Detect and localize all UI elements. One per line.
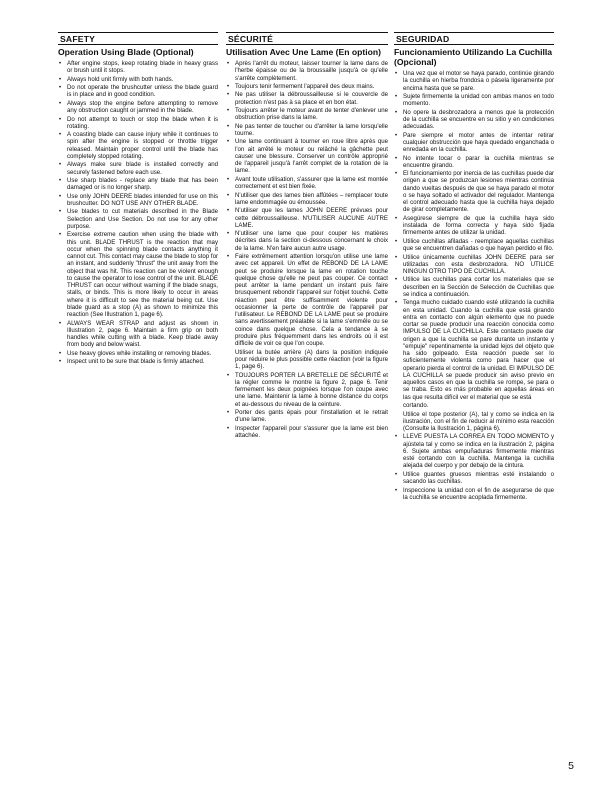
list-item: • Utilice guantes gruesos mientras esté instalando o sacando las cuchillas. xyxy=(394,471,554,486)
list-item: • Utilice únicamente cuchillas JOHN DEERE para ser utilizadas con esta desbrozadora. NO UTILICE NINGUN OTRO TIPO DE CUCHILLA. xyxy=(394,254,554,276)
safety-list-spanish-continued xyxy=(394,433,554,501)
list-item: • Inspeccione la unidad con el fin de asegurarse de que la cuchilla se encuentre acoplada firmemente. xyxy=(394,487,554,502)
rebound-note-spanish: Utilice el tope posterior (A), tal y como se indica en la ilustración, con el fin de reducir al mínimo esta reacción (Consulte la Ilustración 1, página 6). xyxy=(403,410,554,432)
list-item: • Faire extrêmement attention lorsqu'on utilise une lame avec cet appareil. Un effet de REBOND DE LA LAME peut se produire lorsque la lame en rotation touche quelque chose qu'elle ne peut pas couper. Ce contact peut arrêter la lame pendant un instant puis faire brusquement rebondir l'appareil sur l'objet touché. Cette réaction peut être suffisamment violente pour occasionner la perte de contrôle de l'appareil par l'utilisateur. Le REBOND DE LA LAME peut se produire sans avertissement préalable si la lame s'emmêle ou se coince dans quelque chose. Cela a tendance à se produire plus fréquemment dans les endroits où il est difficile de voir ce que l'on coupe. xyxy=(226,253,388,347)
list-item: • Utilice cuchillas afiladas - reemplace aquellas cuchillas que se encuentren dañadas o que hayan perdido el filo. xyxy=(394,238,554,253)
safety-list-french xyxy=(226,60,388,347)
list-item: • No intente tocar o parar la cuchilla mientras se encuentre girando. xyxy=(394,155,554,170)
list-item: • Sujete firmemente la unidad con ambas manos en todo momento. xyxy=(394,93,554,108)
list-item: • N'utiliser que les lames JOHN DEERE prévues pour cette débroussailleuse. N'UTILISER AUCUNE AUTRE LAME. xyxy=(226,207,388,229)
list-item: • After engine stops, keep rotating blade in heavy grass or brush until it stops. xyxy=(58,60,218,75)
list-item: • Do not attempt to touch or stop the blade when it is rotating. xyxy=(58,116,218,131)
list-item: • El funcionamiento por inercia de las cuchillas puede dar origen a que se produzcan lesiones mientras continúa dando vueltas después de que se haya parado el motor o se haya soltado el activador del regulador. Mantenga el control adecuado hasta que la cuchilla haya dejado de girar completamente. xyxy=(394,170,554,214)
heading-spanish: Funcionamiento Utilizando La Cuchilla (Opcional) xyxy=(394,47,553,67)
list-item: • Use sharp blades - replace any blade that has been damaged or is no longer sharp. xyxy=(58,177,218,192)
safety-list-french-continued xyxy=(226,372,388,440)
heading-english: Operation Using Blade (Optional) xyxy=(58,47,194,57)
list-item: • Always make sure blade is installed correctly and securely fastened before each use. xyxy=(58,161,218,176)
list-item: • Use only JOHN DEERE blades intended for use on this brushcutter. DO NOT USE ANY OTHER BLADE. xyxy=(58,193,218,208)
heading-french: Utilisation Avec Une Lame (En option) xyxy=(226,47,382,57)
french-column xyxy=(226,32,388,440)
list-item: • Always stop the engine before attempting to remove any obstruction caught or jammed in the blade. xyxy=(58,100,218,115)
list-item: • Une lame continuant à tourner en roue libre après que l'on ait arrêté le moteur ou relâché la gâchette peut causer une blessure. Conserver un contrôle approprié de l'appareil jusqu'à l'arrêt complet de la rotation de la lame. xyxy=(226,138,388,174)
page-number: 5 xyxy=(568,760,574,772)
list-item: • Inspecter l'appareil pour s'assurer que la lame est bien attachée. xyxy=(226,425,388,440)
list-item: • Porter des gants épais pour l'installation et le retrait d'une lame. xyxy=(226,409,388,424)
list-item: • Exercise extreme caution when using the blade with this unit. BLADE THRUST is the reaction that may occur when the spinning blade contacts anything it cannot cut. This contact may cause the blade to stop for an instant, and suddenly "thrust" the unit away from the object that was hit. This reaction can be violent enough to cause the operator to lose control of the unit. BLADE THRUST can occur without warning if the blade snags, stalls, or binds. This is more likely to occur in areas where it is difficult to see the material being cut. Use blade guard as a stop (A) as shown to minimize this reaction (See Illustration 1, page 6). xyxy=(58,231,218,318)
list-item: • ALWAYS WEAR STRAP and adjust as shown in Illustration 2, page 6. Maintain a firm grip on both handles while cutting with a blade. Keep blade away from body and below waist. xyxy=(58,320,218,349)
list-item: • Avant toute utilisation, s'assurer que la lame est montée correctement et est bien fixée. xyxy=(226,176,388,191)
list-item: • Pare siempre el motor antes de intentar retirar cualquier obstrucción que haya quedado enganchada o enredada en la cuchilla. xyxy=(394,132,554,154)
spanish-column xyxy=(394,32,554,502)
section-title-english: SAFETY xyxy=(58,32,218,45)
list-item: • Always hold unit firmly with both hands. xyxy=(58,76,218,83)
list-item: • Après l'arrêt du moteur, laisser tourner la lame dans de l'herbe épaisse ou de la broussaille jusqu'à ce qu'elle s'arrête complètement. xyxy=(226,60,388,82)
rebound-note-french: Utiliser la butée arrière (A) dans la position indiquée pour réduire le plus possible cette réaction (voir la figure 1, page 6). xyxy=(235,348,388,371)
list-item: • A coasting blade can cause injury while it continues to spin after the engine is stopped or throttle trigger released. Maintain proper control until the blade has completely stopped rotating. xyxy=(58,131,218,160)
list-item: • No opere la desbrozadora a menos que la protección de la cuchilla se encuentre en su sitio y en condiciones adecuadas. xyxy=(394,109,554,131)
list-item: • Toujours tenir fermement l'appareil des deux mains. xyxy=(226,83,388,90)
manual-page xyxy=(58,32,554,772)
list-item: • Ne pas utiliser la débroussailleuse si le couvercle de protection n'est pas à sa place et en bon état. xyxy=(226,91,388,106)
list-item: • Tenga mucho cuidado cuando esté utilizando la cuchilla en esta unidad. Cuando la cuchilla que está girando entra en contacto con algún elemento que no puede cortar se puede producir una reacción conocida como IMPULSO DE LA CUCHILLA. Este contacto puede dar origen a que la cuchilla se pare durante un instante y "empuje" repentinamente la unidad lejos del objeto que ha sido golpeado. Esta reacción puede ser lo suficientemente violenta como para hacer que el operario pierda el control de la unidad. El IMPULSO DE LA CUCHILLA se puede producir sin aviso previo en aquellos casos en que la cuchilla se rompe, se para o se traba. Esto es más probable en aquellas áreas en las que resulta difícil ver el material que se está xyxy=(394,299,554,401)
safety-list-english xyxy=(58,60,218,365)
section-title-french: SÉCURITÉ xyxy=(226,32,388,45)
list-item: • TOUJOURS PORTER LA BRETELLE DE SÉCURITÉ et la régler comme le montre la figure 2, page 6. Tenir fermement les deux poignées lorsque l'on coupe avec une lame. Maintenir la lame à bonne distance du corps et au-dessous du niveau de la ceinture. xyxy=(226,372,388,408)
list-item: • N'utiliser une lame que pour couper les matières décrites dans la section ci-dessous concernant le choix de la lame. N'en faire aucun autre usage. xyxy=(226,230,388,252)
list-item: • Use blades to cut materials described in the Blade Selection and Use Section. Do not use for any other purpose. xyxy=(58,208,218,230)
list-item: • Ne pas tenter de toucher ou d'arrêter la lame lorsqu'elle tourne. xyxy=(226,123,388,138)
list-item: • Una vez que el motor se haya parado, continúe girando la cuchilla en hierba frondosa o pásela ligeramente por encima hasta que se pare. xyxy=(394,70,554,92)
list-item: • LLEVE PUESTA LA CORREA EN TODO MOMENTO y ajústela tal y como se indica en la ilustración 2, página 6. Sujete ambas empuñaduras firmemente mientras esté cortando con la cuchilla. Mantenga la cuchilla alejada del cuerpo y por debajo de la cintura. xyxy=(394,433,554,469)
list-item: • Utilice las cuchillas para cortar los materiales que se describen en la Sección de Selección de Cuchillas que se indica a continuación. xyxy=(394,276,554,298)
list-item: • Use heavy gloves while installing or removing blades. xyxy=(58,350,218,357)
list-item: • Do not operate the brushcutter unless the blade guard is in place and in good condition. xyxy=(58,84,218,99)
list-item: • Toujours arrêter le moteur avant de tenter d'enlever une obstruction prise dans la lame. xyxy=(226,107,388,122)
list-item: • N'utiliser que des lames bien affûtées – remplacer toute lame endommagée ou émoussée. xyxy=(226,192,388,207)
section-title-spanish: SEGURIDAD xyxy=(394,32,554,45)
list-item: • Asegúrese siempre de que la cuchilla haya sido instalada de forma correcta y haya sido fijada firmemente antes de utilizar la unidad. xyxy=(394,215,554,237)
safety-list-spanish xyxy=(394,70,554,401)
english-column xyxy=(58,32,218,367)
list-item: • Inspect unit to be sure that blade is firmly attached. xyxy=(58,358,218,365)
cortando-text-spanish: cortando. xyxy=(403,402,429,410)
